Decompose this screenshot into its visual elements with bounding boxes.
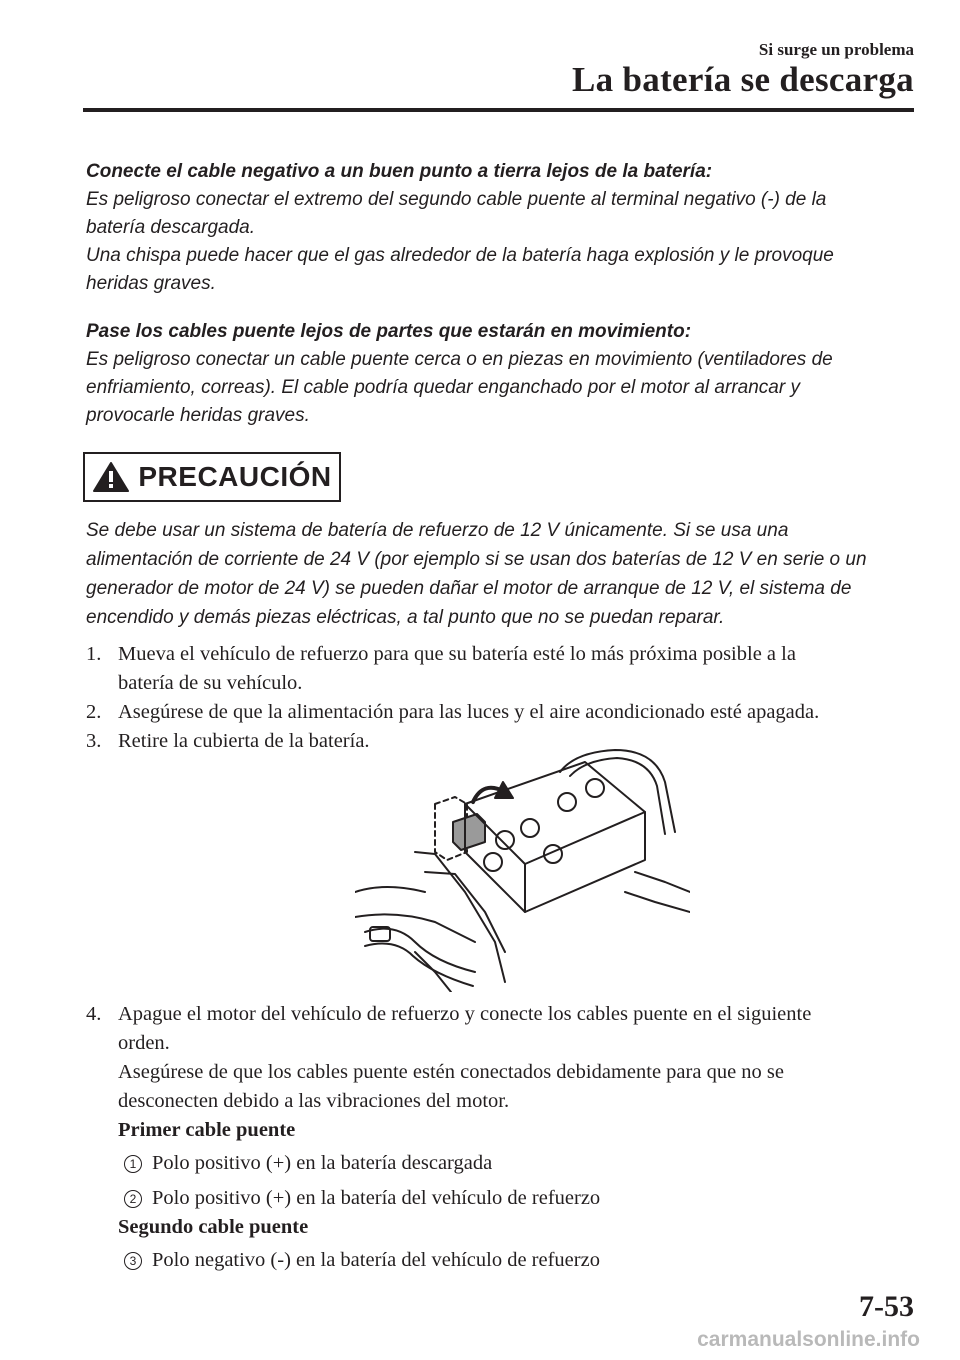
- warning-line: enfriamiento, correas). El cable podría quedar enganchado por el motor al arrancar y: [86, 377, 800, 398]
- step-number: 4.: [86, 1003, 102, 1025]
- warning-line: Es peligroso conectar el extremo del segundo cable puente al terminal negativo (-) de la: [86, 189, 827, 210]
- warning-block-2: [86, 318, 916, 430]
- cable-point: [124, 1149, 916, 1178]
- page-number: 7-53: [859, 1290, 914, 1323]
- warning-line: Una chispa puede hacer que el gas alrededor de la batería haga explosión y le provoque: [86, 245, 834, 266]
- step-4: [86, 1000, 916, 1275]
- step-line: Asegúrese de que los cables puente estén conectados debidamente para que no se: [118, 1061, 784, 1083]
- warning-block-1: [86, 158, 916, 298]
- warning-line: provocarle heridas graves.: [86, 405, 310, 426]
- steps-list: [86, 640, 916, 756]
- cable-point: [124, 1184, 916, 1213]
- caution-line: generador de motor de 24 V) se pueden dañar el motor de arranque de 12 V, el sistema de: [86, 578, 852, 599]
- marker-1-icon: 1: [124, 1155, 142, 1173]
- warning-line: heridas graves.: [86, 273, 216, 294]
- caution-box: [83, 452, 341, 502]
- caution-line: Se debe usar un sistema de batería de refuerzo de 12 V únicamente. Si se usa una: [86, 520, 789, 541]
- battery-cover-illustration: [355, 742, 690, 992]
- caution-label: PRECAUCIÓN: [138, 461, 332, 492]
- step-item: [86, 1000, 916, 1275]
- point-text: Polo positivo (+) en la batería del vehículo de refuerzo: [152, 1187, 601, 1209]
- step-line: batería de su vehículo.: [118, 672, 303, 694]
- step-line: desconecten debido a las vibraciones del motor.: [118, 1090, 510, 1112]
- first-cable-title: Primer cable puente: [118, 1119, 296, 1141]
- marker-3-icon: 3: [124, 1252, 142, 1270]
- header-section: Si surge un problema: [758, 40, 914, 59]
- page-title: La batería se descarga: [572, 60, 914, 99]
- step-number: 2.: [86, 701, 102, 723]
- step-item: [86, 698, 916, 727]
- warning-line: Es peligroso conectar un cable puente cerca o en piezas en movimiento (ventiladores de: [86, 349, 833, 370]
- step-line: orden.: [118, 1032, 170, 1054]
- second-cable-title: Segundo cable puente: [118, 1216, 309, 1238]
- warning-triangle-icon: [92, 461, 130, 493]
- point-text: Polo positivo (+) en la batería descargada: [152, 1152, 493, 1174]
- marker-2-icon: 2: [124, 1190, 142, 1208]
- step-line: Mueva el vehículo de refuerzo para que su batería esté lo más próxima posible a la: [118, 643, 796, 665]
- warning-heading: Pase los cables puente lejos de partes que estarán en movimiento:: [86, 321, 692, 342]
- step-item: [86, 640, 916, 698]
- watermark: carmanualsonline.info: [697, 1328, 920, 1351]
- cable-point: [124, 1246, 916, 1275]
- step-line: Asegúrese de que la alimentación para las luces y el aire acondicionado esté apagada.: [118, 701, 820, 723]
- step-line: Apague el motor del vehículo de refuerzo y conecte los cables puente en el siguiente: [118, 1003, 812, 1025]
- caution-text: [86, 516, 916, 632]
- caution-line: alimentación de corriente de 24 V (por ejemplo si se usan dos baterías de 12 V en serie o un: [86, 549, 867, 570]
- step-number: 3.: [86, 730, 102, 752]
- header-rule: [83, 108, 914, 112]
- caution-line: encendido y demás piezas eléctricas, a tal punto que no se puedan reparar.: [86, 607, 725, 628]
- step-number: 1.: [86, 643, 102, 665]
- warning-heading: Conecte el cable negativo a un buen punto a tierra lejos de la batería:: [86, 161, 713, 182]
- warning-line: batería descargada.: [86, 217, 256, 238]
- point-text: Polo negativo (-) en la batería del vehículo de refuerzo: [152, 1249, 600, 1271]
- step-line: Retire la cubierta de la batería.: [118, 730, 370, 752]
